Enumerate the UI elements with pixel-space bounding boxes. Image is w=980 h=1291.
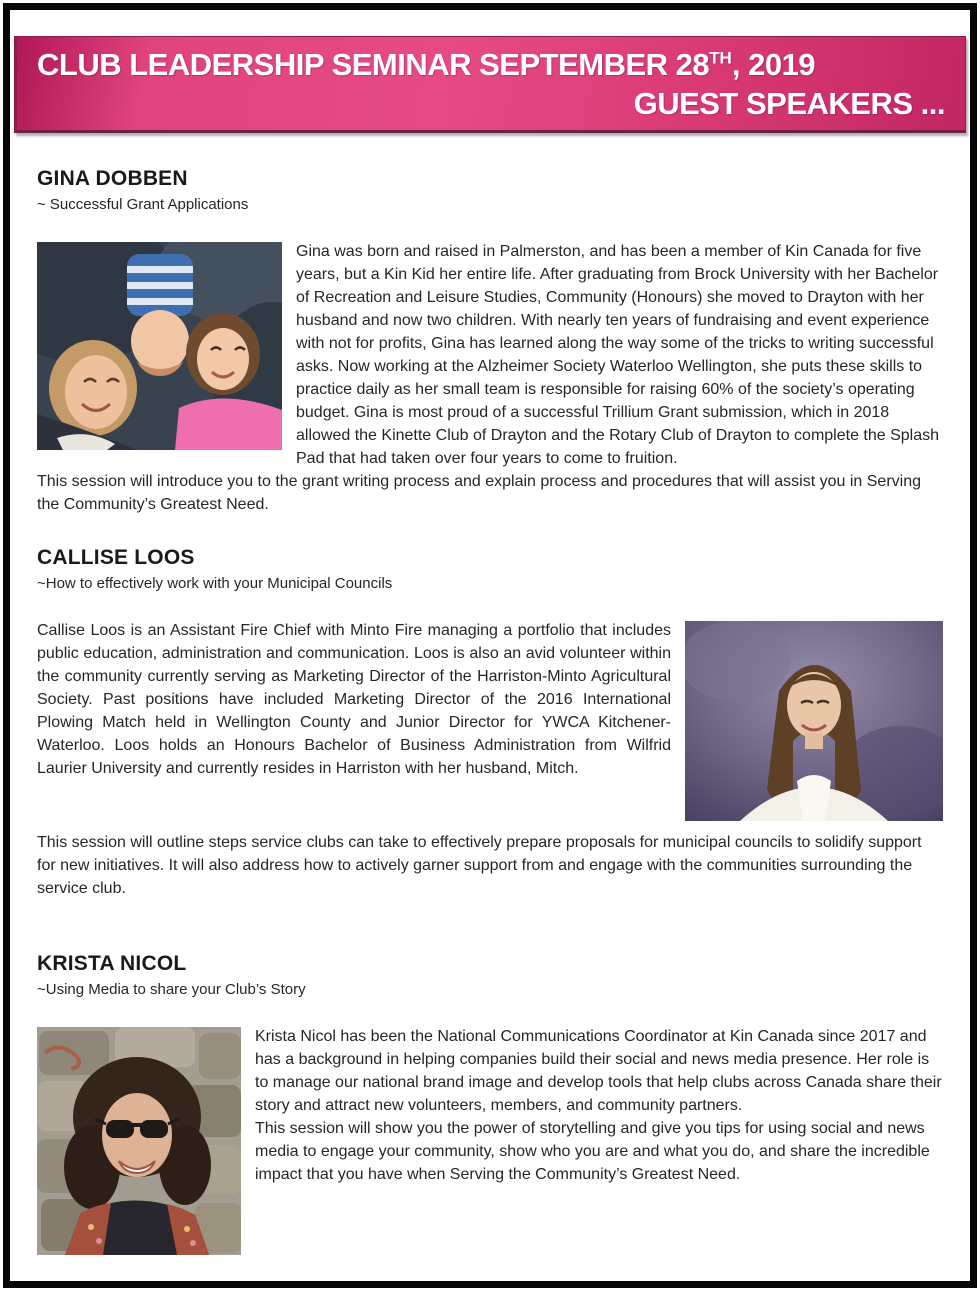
speaker-section-krista <box>37 952 943 1257</box>
speaker-name-gina: GINA DOBBEN <box>37 167 188 190</box>
speaker-name-callise: CALLISE LOOS <box>37 546 195 569</box>
speaker-session-callise: This session will outline steps service clubs can take to effectively prepare proposals for municipal councils to solidify support for new initiatives. It will also address how to actively garner support from and engage with the communities surrounding the service club. <box>37 834 922 897</box>
speaker-session-krista: This session will show you the power of storytelling and give you tips for using social and news media to engage your community, show who you are and what you do, and share the incredible impact that you have when Serving the Community’s Greatest Need. <box>255 1120 930 1183</box>
speaker-section-gina <box>37 167 943 516</box>
header-banner <box>14 36 966 133</box>
speaker-bio-block-callise <box>37 619 943 900</box>
speaker-bio-krista: Krista Nicol has been the National Communications Coordinator at Kin Canada since 2017 and has a background in helping companies build their social and news media presence. Her role is to manage our national brand image and develop tools that help clubs across Canada share their story and attract new volunteers, members, and community partners. <box>255 1028 942 1114</box>
gina-family-photo <box>37 242 282 450</box>
speaker-topic-krista: ~Using Media to share your Club’s Story <box>37 981 306 998</box>
banner-title-line2: GUEST SPEAKERS ... <box>633 86 945 121</box>
callise-portrait-photo <box>685 621 943 821</box>
speaker-bio-gina: Gina was born and raised in Palmerston, and has been a member of Kin Canada for five years, but a Kin Kid her entire life. After graduating from Brock University with her Bachelor of Recreation and Leisure Studies, Community (Honours) she moved to Drayton with her husband and now two children. With nearly ten years of fundraising and event experience with not for profits, Gina has learned along the way some of the tricks to writing successful asks. Now working at the Alzheimer Society Waterloo Wellington, she puts these skills to practice daily as her small team is responsible for raising 60% of the society’s operating budget. Gina is most proud of a successful Trillium Grant submission, which in 2018 allowed the Kinette Club of Drayton and the Rotary Club of Drayton to complete the Splash Pad that had taken over four years to come to fruition. <box>296 243 940 467</box>
banner-title-main: CLUB LEADERSHIP SEMINAR SEPTEMBER 28 <box>37 47 710 82</box>
speaker-section-callise <box>37 546 943 900</box>
page-frame <box>3 3 977 1288</box>
banner-title-ordinal: TH <box>709 48 732 68</box>
page-content <box>10 167 970 1257</box>
speaker-name-krista: KRISTA NICOL <box>37 952 187 975</box>
speaker-bio-block-krista <box>37 1025 943 1257</box>
krista-portrait-photo <box>37 1027 241 1255</box>
speaker-topic-gina: ~ Successful Grant Applications <box>37 196 249 213</box>
banner-title-year: , 2019 <box>731 47 816 82</box>
speaker-bio-block-gina <box>37 240 943 516</box>
speaker-session-gina: This session will introduce you to the grant writing process and explain process and procedures that will assist you in Serving the Community’s Greatest Need. <box>37 473 921 513</box>
speaker-bio-callise: Callise Loos is an Assistant Fire Chief with Minto Fire managing a portfolio that includes public education, administration and communication. Loos is also an avid volunteer within the community currently serving as Marketing Director of the Harriston-Minto Agricultural Society. Past positions have included Marketing Director of the 2016 International Plowing Match held in Wellington County and Junior Director for YWCA Kitchener-Waterloo. Loos holds an Honours Bachelor of Business Administration from Wilfrid Laurier University and currently resides in Harriston with her husband, Mitch. <box>37 622 671 777</box>
speaker-topic-callise: ~How to effectively work with your Municipal Councils <box>37 575 393 592</box>
banner-title-line1 <box>37 47 945 83</box>
